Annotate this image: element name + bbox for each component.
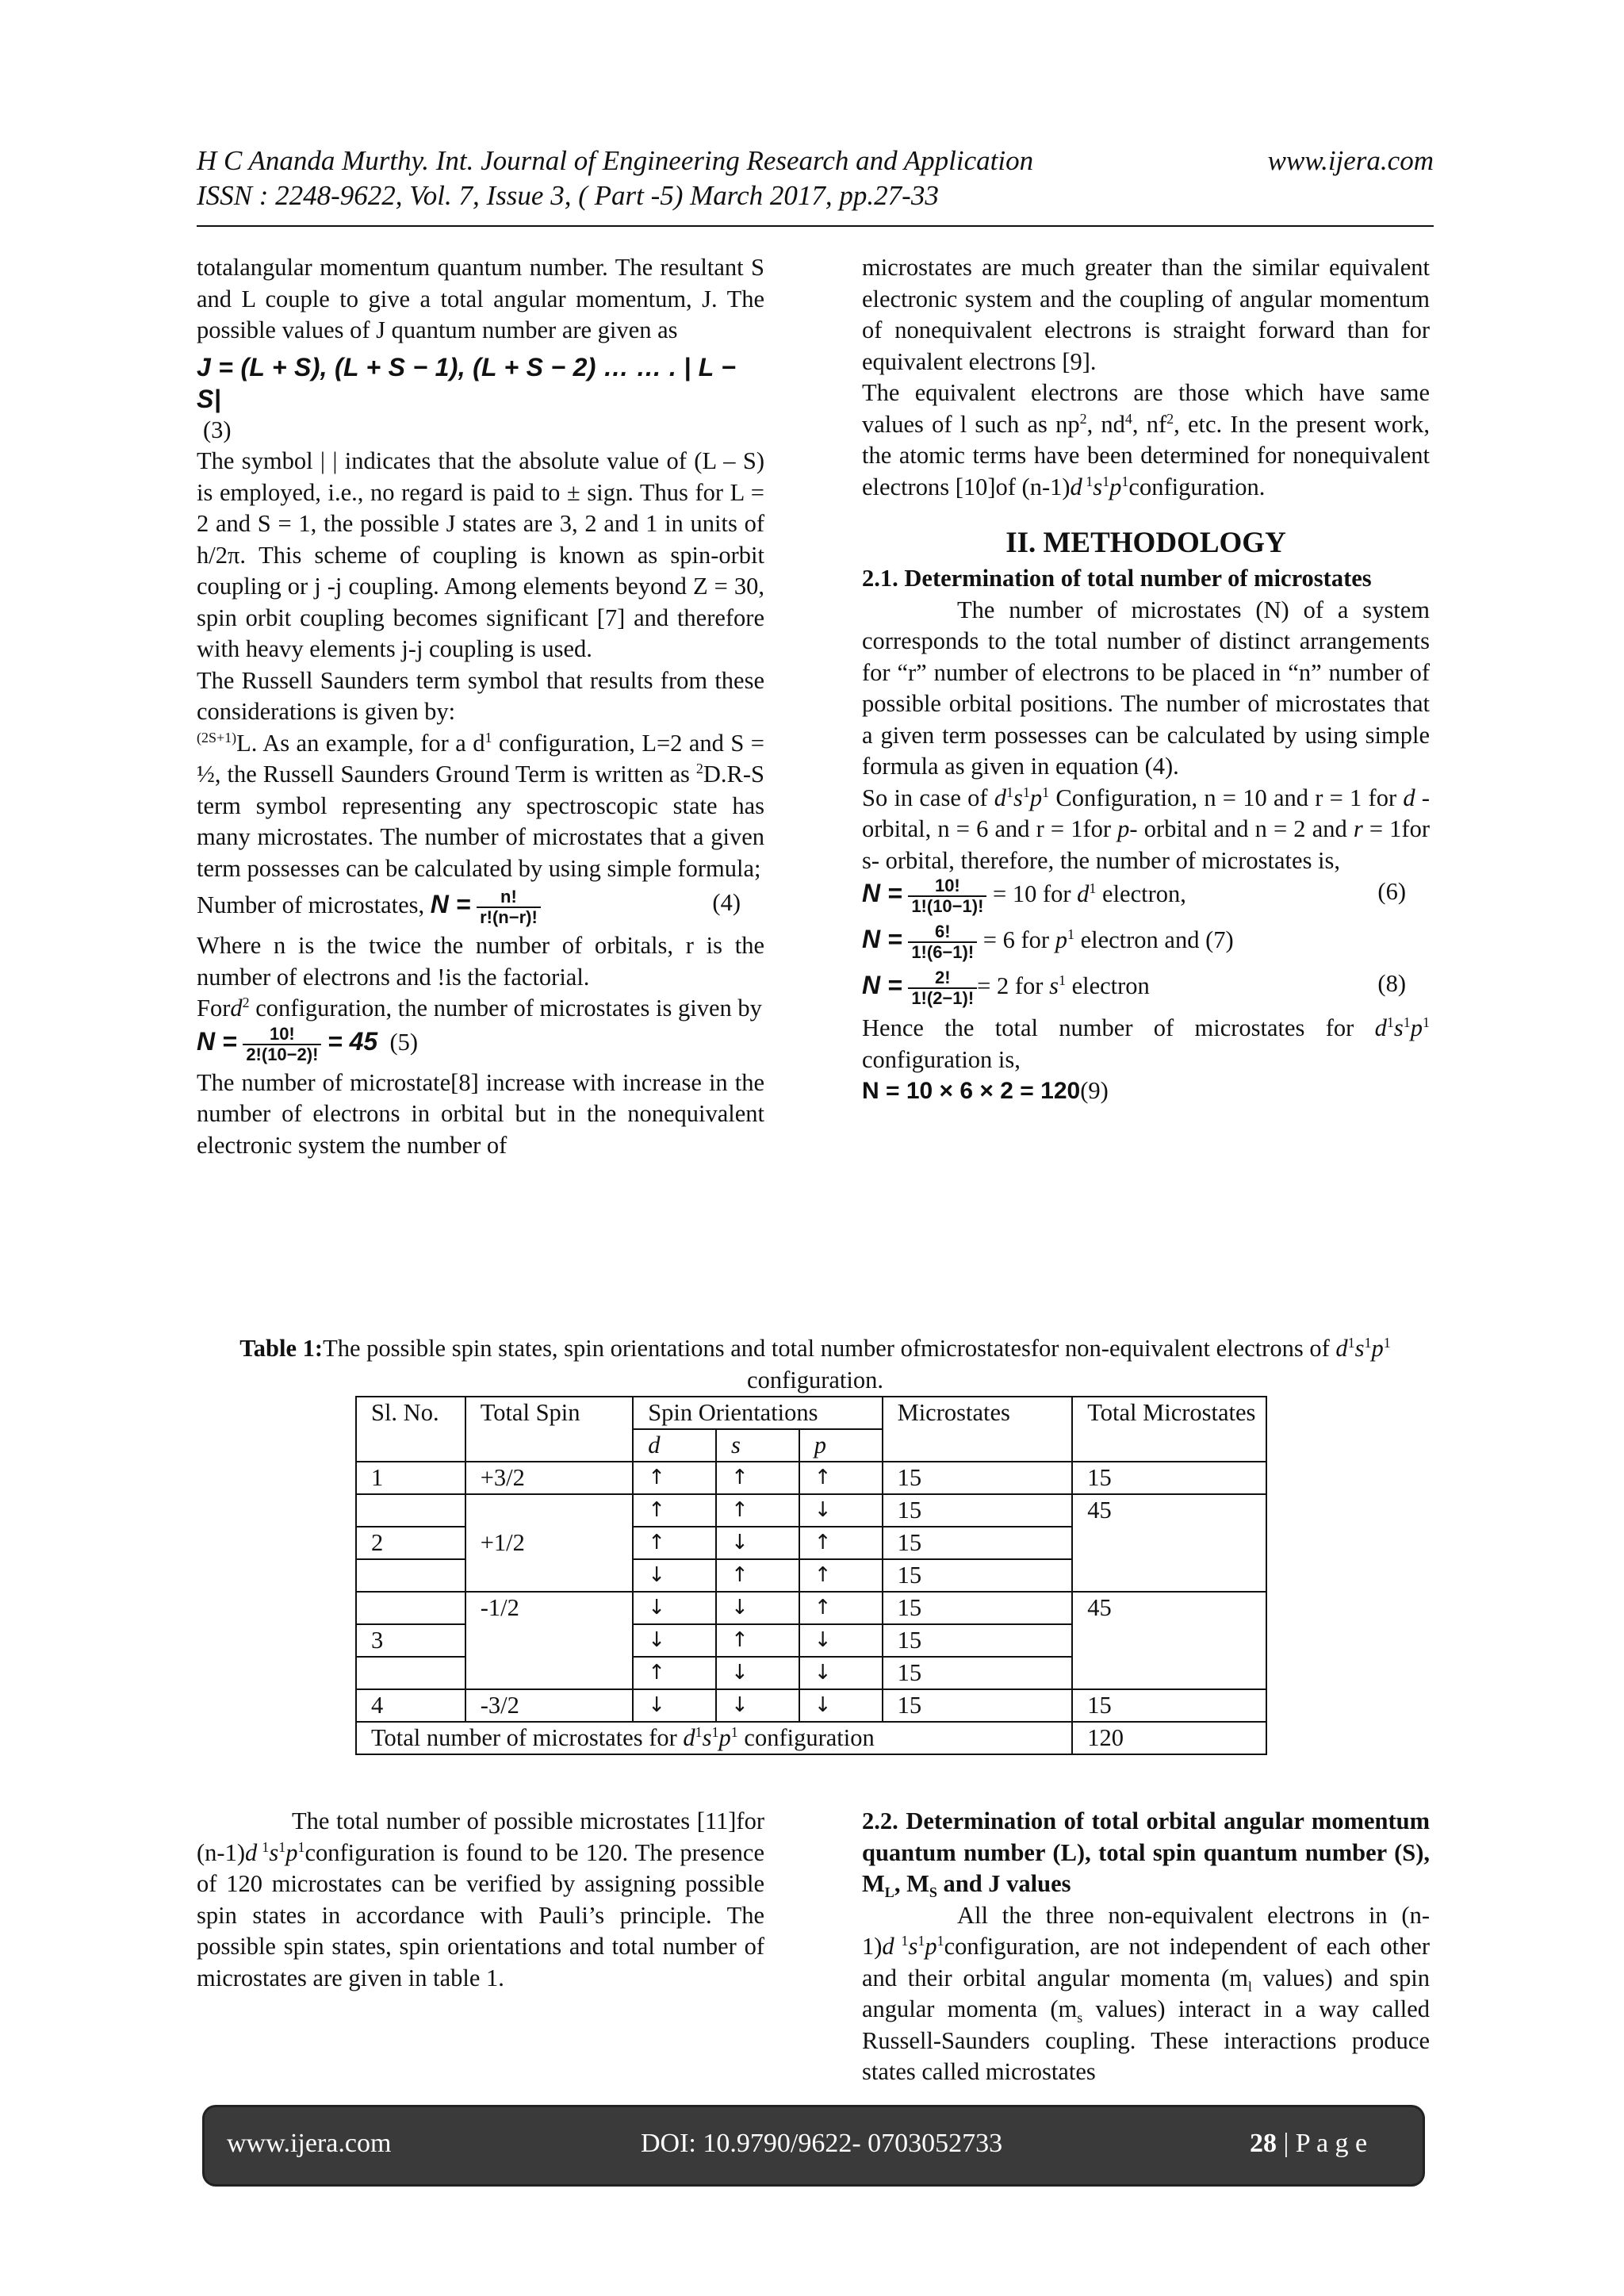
table-caption: Table 1:The possible spin states, spin orientations and total number ofmicrostatesfor non-equivalent electrons of $d^1s^1p^1$ configuration. [239,1334,1391,1393]
header-total-microstates: Total Microstates [1072,1397,1266,1462]
header-rule [197,225,1434,227]
table-row: 1 +3/2 ↑ ↑ ↑ 15 15 [356,1462,1266,1494]
journal-header [197,144,1434,213]
paragraph: Where n is the twice the number of orbitals, r is the number of electrons and !is the factorial. [197,932,764,991]
table-row: 3 ↓ ↑ ↓ 15 [356,1624,1266,1657]
page-footer [205,2107,1423,2184]
subsection-heading: 2.2. Determination of total orbital angular momentum quantum number (L), total spin quantum number (S), $M_L$, $M_S$ and J values [862,1807,1430,1901]
table-row: 2 ↑ ↓ ↑ 15 [356,1527,1266,1559]
equation-3-number: (3) [203,416,232,443]
table-row: ↑ ↓ ↓ 15 [356,1657,1266,1689]
left-column [197,252,764,1161]
footer-website[interactable]: www.ijera.com [227,2129,392,2158]
table-row: ↓ ↑ ↑ 15 [356,1559,1266,1592]
paragraph: So in case of $d^1s^1p^1$ Configuration, n = 10 and r = 1 for d - orbital, n = 6 and r = 1for p- orbital and n = 2 and r = 1for s- orbital, therefore, the number of microstates is, [862,784,1431,874]
table-row: -1/2 ↓ ↓ ↑ 15 45 [356,1592,1266,1624]
right-column [862,252,1430,1107]
paragraph: Hence the total number of microstates for $d^1s^1p^1$ configuration is, [862,1014,1430,1073]
table-total-row [356,1722,1266,1754]
subsection-heading: 2.1. Determination of total number of microstates [862,565,1372,592]
header-total-spin: Total Spin [465,1397,633,1462]
section-title: II. METHODOLOGY [1005,527,1286,559]
equation-5: N = $\frac{10!}{2!(10-2)!}$ = 45 (5) [197,1023,419,1064]
issn-line: ISSN : 2248-9622, Vol. 7, Issue 3, ( Part -5) March 2017, pp.27-33 [197,180,939,211]
bottom-left-column [197,1806,764,1994]
paragraph: Ford$^2$ configuration, the number of microstates is given by [197,994,762,1022]
table-total-value: 120 [1072,1722,1266,1754]
journal-website[interactable]: www.ijera.com [1267,145,1434,176]
table-row: 4 -3/2 ↓ ↓ ↓ 15 15 [356,1689,1266,1722]
paragraph: The total number of possible microstates [11]for (n-1)d $^1s^1p^1configuration$ is found to be 120. The presence of 120 microstates can be verified by assigning possible spin states in accordance with Pauli’s principle. The possible spin states, spin orientations and total number of microstates are given in table 1. [197,1807,765,1991]
equation-9: N = 10 × 6 × 2 = 120(9) [862,1077,1109,1104]
paragraph: The number of microstates (N) of a system corresponds to the total number of distinct arrangements for “r” number of electrons to be placed in “n” number of possible orbital positions. The number of microstates that a given term possesses can be calculated by using simple formula as given in equation (4). [862,596,1430,780]
table-header-row [356,1397,1266,1429]
paragraph: The Russell Saunders term symbol that results from these considerations is given by: [197,666,764,725]
paragraph: microstates are much greater than the similar equivalent electronic system and the coupling of angular momentum of nonequivalent electrons is straight forward than for equivalent electrons [9]. [862,254,1430,375]
paragraph: The equivalent electrons are those which have same values of l such as $np^2$, $nd^4$, $nf^2$, etc. In the present work, the atomic terms have been determined for nonequivalent electrons [10]of (n-1)d $^1s^1p^1configuration$. [862,379,1430,500]
paragraph: All the three non-equivalent electrons in (n-1)d $^1s^1p^1configuration$, are not independent of each other and their orbital angular momenta ($m_l$ values) and spin angular momenta ($m_s$ values) interact in a way called Russell-Saunders coupling. These interactions produce states called microstates [862,1901,1431,2085]
paragraph: The symbol | | indicates that the absolute value of (L – S) is employed, i.e., no regard is paid to ± sign. Thus for L = 2 and S = 1, the possible J states are 3, 2 and 1 in units of h/2π. This scheme of coupling is known as spin-orbit coupling or j -j coupling. Among elements beyond Z = 30, spin orbit coupling becomes significant [7] and therefore with heavy elements j-j coupling is used. [197,447,764,662]
journal-citation: H C Ananda Murthy. Int. Journal of Engineering Research and Application [197,145,1034,176]
footer-page-number: 28 | P a g e [1250,2129,1368,2158]
table-total-label: Total number of microstates for $d^1s^1p^1$ configuration [356,1722,1072,1754]
subheader-p: p [799,1429,883,1462]
equation-8: N = $\frac{2!}{1!(2-1)!}$ = 2 for $s^1$ electron (8) [862,968,1406,1008]
equation-3: J = (L + S), (L + S − 1), (L + S − 2) … … . | L − S| [197,352,737,413]
footer-doi[interactable]: DOI: 10.9790/9622- 0703052733 [641,2129,1003,2158]
subheader-s: s [716,1429,799,1462]
subheader-d: d [633,1429,716,1462]
equation-6: N = $\frac{10!}{1!(10-1)!}$ = 10 for $d^1$ electron, (6) [862,876,1406,916]
equation-7: N = $\frac{6!}{1!(6-1)!}$ = 6 for $p^1$ electron and (7) [862,922,1234,962]
microstates-table [355,1396,1267,1755]
paragraph: totalangular momentum quantum number. The resultant S and L couple to give a total angular momentum, J. The possible values of J quantum number are given as [197,254,764,343]
paragraph: The number of microstate[8] increase with increase in the number of electrons in orbital but in the nonequivalent electronic system the number of [197,1068,764,1159]
header-microstates: Microstates [883,1397,1073,1462]
table-row: +1/2 ↑ ↑ ↓ 15 45 [356,1494,1266,1527]
header-spin-orientations: Spin Orientations [633,1397,882,1429]
header-sl-no: Sl. No. [356,1397,465,1462]
bottom-right-column [862,1806,1430,2088]
paragraph: $^{(2S+1)}$L. As an example, for a $d^1$ configuration, L=2 and S = ½, the Russell Saunders Ground Term is written as $^2$D.R-S term symbol representing any spectroscopic state has many microstates. The number of microstates that a given term possesses can be calculated by using simple formula; [197,729,764,882]
equation-4: Number of microstates, N = $\frac{n!}{r!(n-r)!}$ (4) [197,887,741,927]
